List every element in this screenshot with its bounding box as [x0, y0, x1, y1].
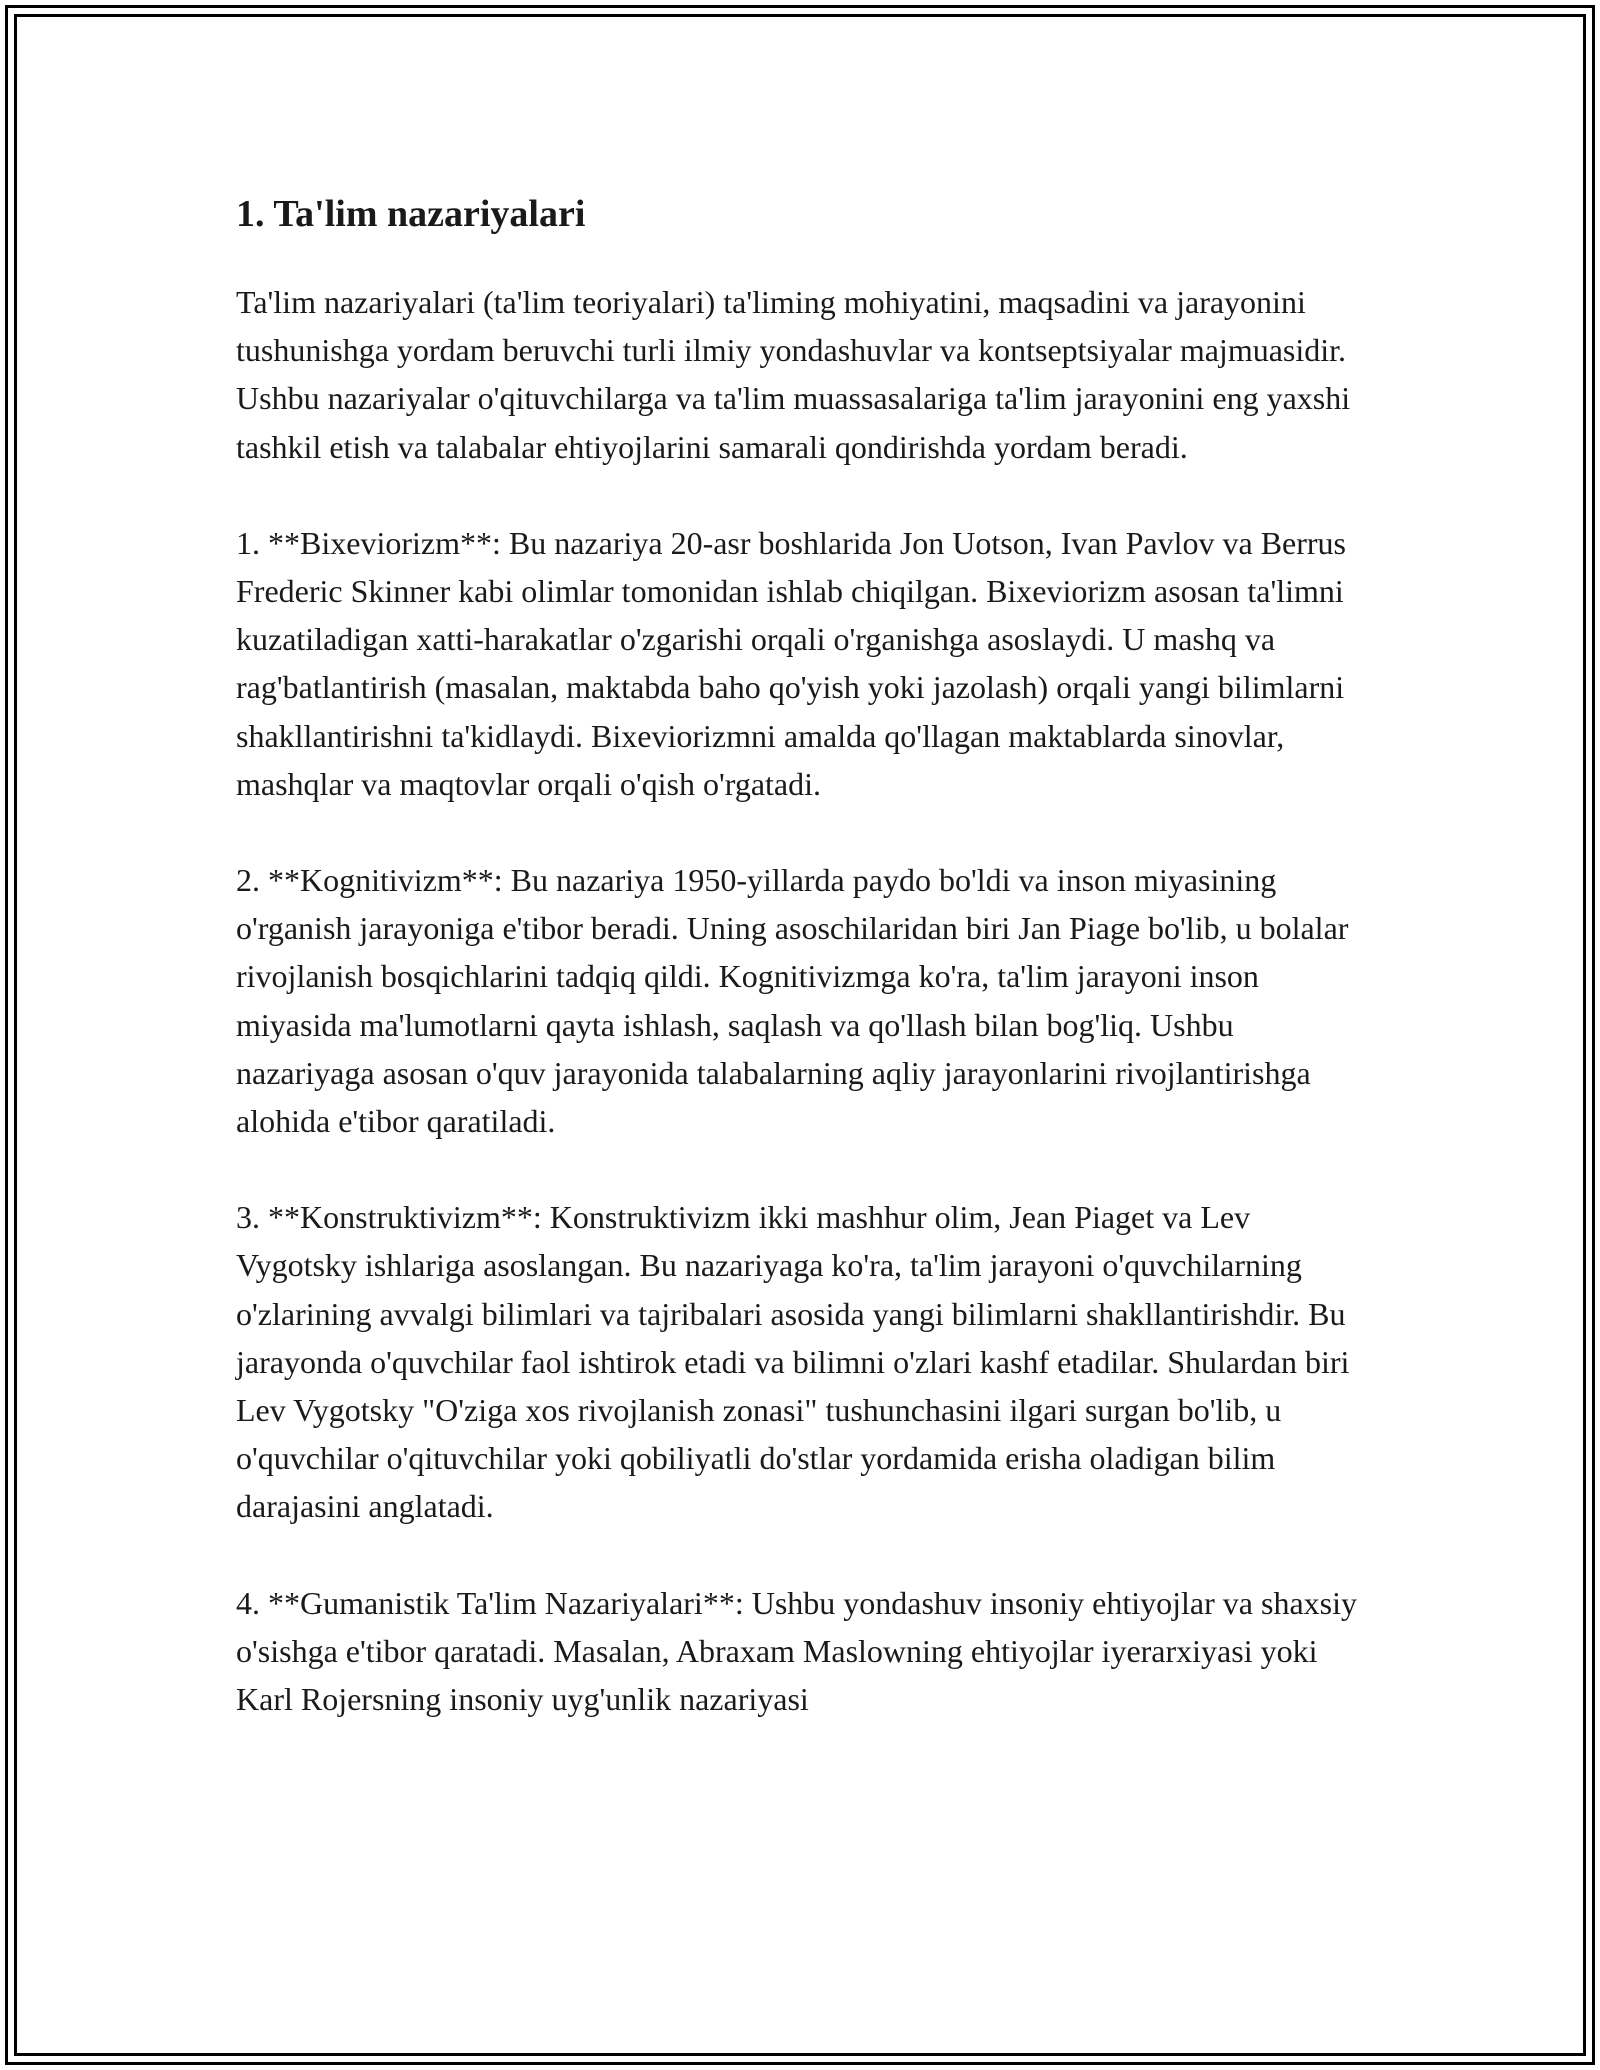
document-body	[236, 186, 1366, 1723]
paragraph-constructivism: 3. **Konstruktivizm**: Konstruktivizm ikki mashhur olim, Jean Piaget va Lev Vygotsky ishlariga asoslangan. Bu nazariyaga ko'ra, ta'lim jarayoni o'quvchilarning o'zlarining avvalgi bilimlari va tajribalari asosida yangi bilimlarni shakllantirishdir. Bu jarayonda o'quvchilar faol ishtirok etadi va bilimni o'zlari kashf etadilar. Shulardan biri Lev Vygotsky "O'ziga xos rivojlanish zonasi" tushunchasini ilgari surgan bo'lib, u o'quvchilar o'qituvchilar yoki qobiliyatli do'stlar yordamida erisha oladigan bilim darajasini anglatadi.	[236, 1199, 1350, 1525]
intro-paragraph: Ta'lim nazariyalari (ta'lim teoriyalari) ta'liming mohiyatini, maqsadini va jarayonini tushunishga yordam beruvchi turli ilmiy yondashuvlar va kontseptsiyalar majmuasidir. Ushbu nazariyalar o'qituvchilarga va ta'lim muassasalariga ta'lim jarayonini eng yaxshi tashkil etish va talabalar ehtiyojlarini samarali qondirishda yordam beradi.	[236, 284, 1351, 465]
document-title: 1. Ta'lim nazariyalari	[236, 193, 586, 235]
paragraph-behaviorism: 1. **Bixeviorizm**: Bu nazariya 20-asr boshlarida Jon Uotson, Ivan Pavlov va Berrus Frederic Skinner kabi olimlar tomonidan ishlab chiqilgan. Bixeviorizm asosan ta'limni kuzatiladigan xatti-harakatlar o'zgarishi orqali o'rganishga asoslaydi. U mashq va rag'batlantirish (masalan, maktabda baho qo'yish yoki jazolash) orqali yangi bilimlarni shakllantirishni ta'kidlaydi. Bixeviorizmni amalda qo'llagan maktablarda sinovlar, mashqlar va maqtovlar orqali o'qish o'rgatadi.	[236, 524, 1346, 802]
paragraph-humanistic: 4. **Gumanistik Ta'lim Nazariyalari**: Ushbu yondashuv insoniy ehtiyojlar va shaxsiy o'sishga e'tibor qaratadi. Masalan, Abraxam Maslowning ehtiyojlar iyerarxiyasi yoki Karl Rojersning insoniy uyg'unlik nazariyasi	[236, 1584, 1357, 1718]
paragraph-cognitivism: 2. **Kognitivizm**: Bu nazariya 1950-yillarda paydo bo'ldi va inson miyasining o'rganish jarayoniga e'tibor beradi. Uning asoschilaridan biri Jan Piage bo'lib, u bolalar rivojlanish bosqichlarini tadqiq qildi. Kognitivizmga ko'ra, ta'lim jarayoni inson miyasida ma'lumotlarni qayta ishlash, saqlash va qo'llash bilan bog'liq. Ushbu nazariyaga asosan o'quv jarayonida talabalarning aqliy jarayonlarini rivojlantirishga alohida e'tibor qaratiladi.	[236, 862, 1349, 1140]
